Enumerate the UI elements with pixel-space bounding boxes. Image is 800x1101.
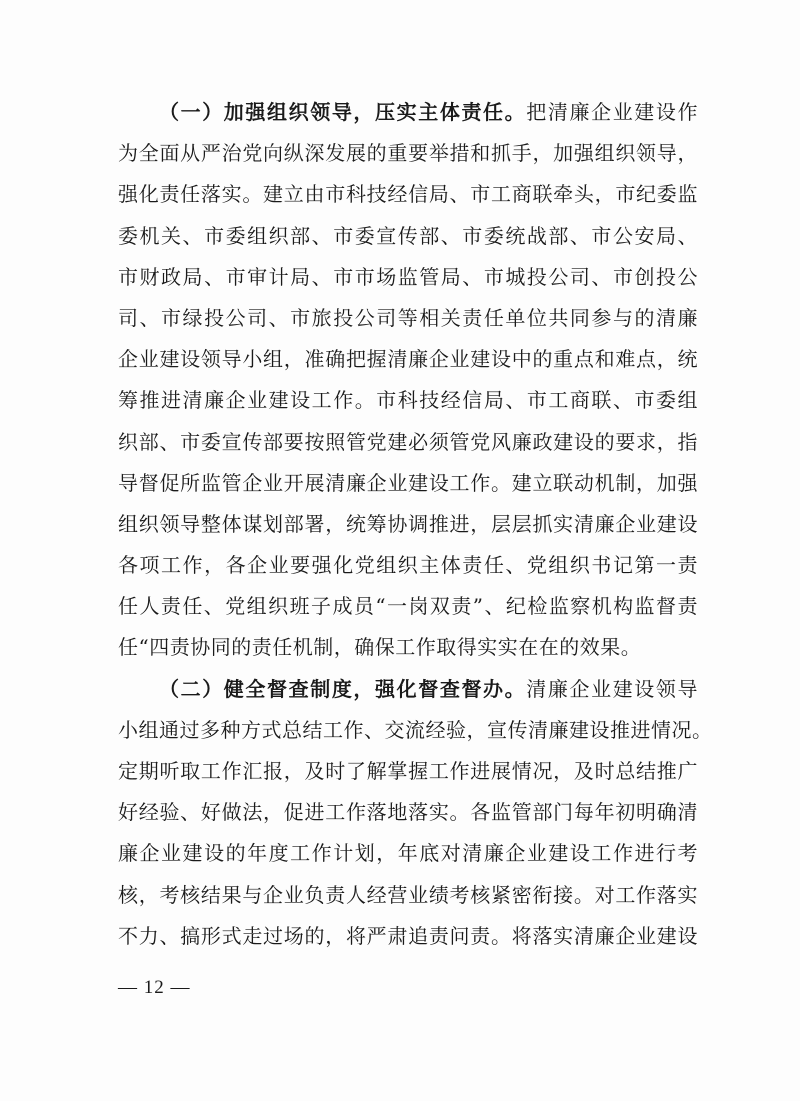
section1-heading: （一）加强组织领导，压实主体责任。: [159, 100, 527, 124]
paragraph-line: 强化责任落实。建立由市科技经信局、市工商联牵头，市纪委监: [118, 182, 698, 207]
paragraph-line: 筹推进清廉企业建设工作。市科技经信局、市工商联、市委组: [118, 388, 698, 413]
paragraph-line: 任人责任、党组织班子成员“一岗双责”、纪检监察机构监督责: [118, 594, 698, 619]
paragraph-line: 市财政局、市审计局、市市场监管局、市城投公司、市创投公: [118, 264, 698, 289]
paragraph-line: 小组通过多种方式总结工作、交流经验，宣传清廉建设推进情况。: [118, 717, 713, 742]
section2-first-line: [118, 669, 698, 710]
paragraph-line: 司、市绿投公司、市旅投公司等相关责任单位共同参与的清廉: [118, 305, 698, 330]
section1-first-line-text: 把清廉企业建设作: [526, 100, 699, 124]
body-text: [118, 92, 713, 957]
paragraph-line: 任“四责协同的责任机制，确保工作取得实实在在的效果。: [118, 635, 642, 660]
paragraph-line: 织部、市委宣传部要按照管党建必须管党风廉政建设的要求，指: [118, 429, 698, 454]
paragraph-line: 组织领导整体谋划部署，统筹协调推进，层层抓实清廉企业建设: [118, 511, 698, 536]
paragraph-line: 导督促所监管企业开展清廉企业建设工作。建立联动机制，加强: [118, 470, 698, 495]
paragraph-line: 各项工作，各企业要强化党组织主体责任、党组织书记第一责: [118, 553, 698, 578]
paragraph-line: 委机关、市委组织部、市委宣传部、市委统战部、市公安局、: [118, 223, 698, 248]
section2-heading: （二）健全督查制度，强化督查督办。: [159, 676, 527, 701]
paragraph-line: 核，考核结果与企业负责人经营业绩考核紧密衔接。对工作落实: [118, 882, 698, 907]
paragraph-line: 定期听取工作汇报，及时了解掌握工作进展情况，及时总结推广: [118, 759, 698, 783]
paragraph-line: 企业建设领导小组，准确把握清廉企业建设中的重点和难点，统: [118, 347, 698, 372]
paragraph-line: 好经验、好做法，促进工作落地落实。各监管部门每年初明确清: [118, 800, 698, 825]
page-number: — 12 —: [118, 977, 191, 998]
section1-first-line: [118, 92, 698, 133]
section2-first-line-text: 清廉企业建设领导: [526, 676, 699, 701]
paragraph-line: 为全面从严治党向纵深发展的重要举措和抓手，加强组织领导，: [118, 141, 698, 166]
paragraph-line: 不力、搞形式走过场的，将严肃追责问责。将落实清廉企业建设: [118, 923, 698, 948]
paragraph-line: 廉企业建设的年度工作计划，年底对清廉企业建设工作进行考: [118, 841, 698, 866]
